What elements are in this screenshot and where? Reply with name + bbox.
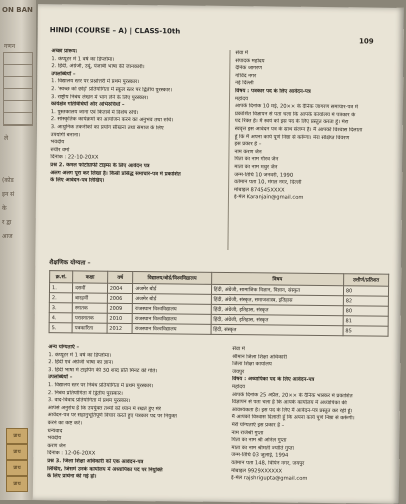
text-line: उपयोगी बनाना। <box>50 131 81 138</box>
left-tab: प्राथ <box>6 476 28 492</box>
text-line: जन्म-तिथि 10 जनवरी, 1990 <box>234 171 294 179</box>
table-row <box>49 323 388 337</box>
text-line: मोबाइल 874545XXXX <box>234 186 285 194</box>
text-line: 2. हिंदी एवं अंग्रेजी भाषा का ज्ञान। <box>48 359 114 366</box>
text-line: आवश्यकता है। इस पद के लिए मैं आवेदन-पत्र प्रस्तुत कर रही हूँ। <box>231 406 353 415</box>
text-line: अलग अलग पूरा कर लिखा है। किसी प्रसिद्ध समाचार-पत्र में प्रकाशित <box>50 169 181 178</box>
text-line: कार्यक्षेत्र गतिविधियाँ और अभिरुचियाँ – <box>50 101 125 109</box>
left-fragment: र द्वा <box>2 219 12 226</box>
book-page <box>33 4 404 504</box>
table-cell: अजमेर बोर्ड <box>133 294 211 305</box>
text-line: संपादक महोदय <box>235 57 265 64</box>
text-line: मेरी योग्यताएँ इस प्रकार हैं – <box>231 421 285 429</box>
text-line: स्ववृत्त इस आवेदन पत्र के साथ संलग्न है। मैं आपको विश्वास दिलाता <box>234 126 363 134</box>
text-line: माता का नाम मधुर जैन <box>234 163 278 171</box>
table-header-cell: क्र.सं. <box>50 271 73 283</box>
left-page <box>0 0 36 500</box>
text-line: दिनांक : 22-10-20XX <box>50 154 99 161</box>
left-fragment: आज <box>2 233 13 240</box>
text-line: पिता का नाम श्री अनिल गुप्ता <box>231 437 287 444</box>
table-header-cell: वर्ष <box>107 271 133 283</box>
text-line: 1. कंप्यूटर में 1 वर्ष का डिप्लोमा। <box>48 351 112 359</box>
left-tab: प्राथ <box>6 428 28 444</box>
table-cell: 2012 <box>107 323 133 333</box>
left-fragment: के <box>2 205 7 212</box>
text-line: दिनांक : 12-06-20XX <box>47 450 96 457</box>
text-line: ई-मेल Karanjain@gmail.com <box>233 194 304 202</box>
table-cell: 5. <box>49 323 72 333</box>
text-line: प्रकाशित विज्ञापन से पता चला कि आपके कार्यालय में पत्रकार के <box>234 110 356 119</box>
text-line: 2. निबंध प्रतियोगिता में द्वितीय पुरस्कार। <box>47 389 123 397</box>
text-line: 2. सांस्कृतिक कार्यक्रमों का आयोजन करने का अनुभव तथा रुचि। <box>50 116 174 124</box>
table-cell: 2006 <box>107 293 133 303</box>
left-fragment: ON BAN <box>2 6 33 14</box>
text-line: 1. विद्यालय स्तर पर निबंध प्रतियोगिता में प्रथम पुरस्कार। <box>47 382 154 390</box>
table-cell: स्नातक <box>72 303 107 313</box>
text-line: जयपुर <box>232 368 245 375</box>
table-cell: 1. <box>49 283 72 293</box>
text-line: जिला शिक्षा कार्यालय <box>232 361 272 368</box>
table-cell: हिंदी, संस्कृत <box>211 324 343 335</box>
text-line: प्रश्न 2. कमल फोटोग्राफी टाइम्स के लिए आवेदन पत्र <box>50 162 150 170</box>
text-line: सेवा में <box>232 346 245 353</box>
bottom-right-column <box>231 346 392 484</box>
text-line: रुचीर वर्मा <box>50 146 70 154</box>
text-line: श्रीमान जिला शिक्षा अधिकारी <box>232 353 287 361</box>
letter-right-column <box>234 50 396 204</box>
table-cell: अजमेर बोर्ड <box>133 284 211 295</box>
text-line: 2. हिंदी, अंग्रेजी, उर्दू, पंजाबी भाषा की जानकारी। <box>51 63 145 71</box>
text-line: सेवा में <box>235 50 249 57</box>
table-cell: 85 <box>343 326 388 336</box>
text-line: विज्ञापन से पता चला है कि आपके कार्यालय में अध्यापिका की <box>231 399 347 407</box>
text-line: दैनिक जागरण <box>235 65 262 72</box>
text-line: पिता का नाम गौरव जैन <box>234 156 279 163</box>
table-cell: 80 <box>343 286 388 296</box>
text-line: उपलब्धियाँ – <box>51 70 76 78</box>
left-fragment: (कोड <box>2 177 14 184</box>
text-line: विषय : पत्रकार पद के लिए आवेदन-पत्र <box>235 88 311 95</box>
text-line: मोबाइल 9929XXXXXX <box>231 467 283 475</box>
bottom-left-column <box>47 344 220 482</box>
table-cell: राजस्थान विश्वविद्यालय <box>133 304 211 315</box>
text-line: नई दिल्ली <box>235 80 254 87</box>
text-line: के लिए प्रार्थना की गई हो। <box>47 473 97 480</box>
text-line: उपलब्धियाँ – <box>48 374 73 381</box>
left-tab: प्राथ <box>6 460 28 476</box>
text-line: हूँ कि मैं अपना कार्य पूर्ण निष्ठा से करूँगा। मेरा संक्षिप्त विवरण <box>234 133 350 141</box>
text-line: 3. राष्ट्रीय निबंध लेखन में भाग लेने के लिए पुरस्कार। <box>50 93 149 101</box>
table-cell: पत्रकारिता <box>72 323 107 333</box>
text-line: महोदय <box>234 95 249 102</box>
table-cell: 82 <box>343 296 388 306</box>
table-header-cell: विषय <box>211 272 343 285</box>
text-line: महोदय <box>231 384 245 391</box>
left-fragment: इन सं <box>2 191 15 198</box>
text-line: 3. हिंदी भाषा में टाइपिंग की 30 शब्द प्रति मिनट की गति। <box>48 366 158 375</box>
text-line: के लिए आवेदन-पत्र लिखिए। <box>50 177 105 184</box>
text-line: अच्छा प्रारूप: <box>51 48 78 55</box>
left-page-table <box>3 52 33 126</box>
text-line: जन्म-तिथि 03 जुलाई, 1994 <box>231 452 289 459</box>
text-line: आपके दिनांक 10 मई, 20×× के दैनिक जागरण समाचार-पत्र में <box>234 103 358 111</box>
text-line: नाम राजेश्री गुप्ता <box>231 429 264 436</box>
table-cell: हिंदी, अंग्रेजी, सामाजिक विज्ञान, विज्ञान, संस्कृत <box>211 284 343 295</box>
left-tab: प्राथ <box>6 444 28 460</box>
text-line: 3. आधुनिक तकनीकों का प्रयोग सीखना तथा समाज के लिए <box>50 124 164 132</box>
text-line: ई-मेल rajshrigupta@gmail.com <box>231 475 308 482</box>
text-line: माता का नाम श्रीमती ज्योति गुप्ता <box>231 444 294 452</box>
table-cell: 2004 <box>107 283 133 293</box>
text-line: अन्य योग्यताएँ – <box>48 344 80 351</box>
text-line: 1. पुस्तकालय जाना एवं किताबें में विशेष रुचि। <box>50 108 139 116</box>
page-header: HINDI (COURSE – A) | CLASS-10th <box>49 26 181 36</box>
letter-left-column <box>50 48 223 186</box>
text-line: वर्तमान पता 10, मंगल नगर, दिल्ली <box>234 179 302 186</box>
left-fragment: गणन <box>4 43 16 50</box>
text-line: करने का कष्ट करें। <box>47 420 83 427</box>
text-line: विषय : अध्यापिका पद के लिए आवेदन-पत्र <box>232 376 315 384</box>
table-caption: शैक्षणिक योग्यता – <box>49 259 91 267</box>
text-line: 1. विद्यालय स्तर पर प्रश्नोत्तरी में प्रथम पुरस्कार। <box>51 78 140 86</box>
left-fragment: ले <box>4 135 9 142</box>
table-header-cell: कक्षा <box>73 271 108 283</box>
text-line: भवदीय <box>47 435 62 442</box>
table-cell: राजस्थान विश्वविद्यालय <box>132 324 210 335</box>
text-line: 2. 'स्वच्छ को छोड़े' प्रतियोगिता में स्कूल स्तर पर द्वितीय पुरस्कार। <box>51 86 173 94</box>
table-cell: 80 <box>343 306 388 316</box>
table-header-cell: विद्यालय/बोर्ड/विश्वविद्यालय <box>133 272 211 285</box>
table-header-cell: उत्तीर्ण/प्रतिशत <box>343 274 388 286</box>
text-line: आपके दिनांक 25 अप्रैल, 20×× के दैनिक भास्कर में प्रकाशित <box>231 391 353 399</box>
text-line: भवदीय <box>50 139 65 146</box>
table-cell: 2009 <box>107 303 133 313</box>
table-cell: हिंदी, अंग्रेजी, इतिहास, संस्कृत <box>211 314 343 325</box>
table-cell: बारहवीं <box>73 293 108 303</box>
table-cell: हिंदी, अंग्रेजी, संस्कृत, समाजशास्त्र, इतिहास <box>211 294 343 305</box>
text-line: वर्तमान पता 148, विपिन नगर, जयपुर <box>231 459 305 467</box>
table-cell: 2010 <box>107 313 133 323</box>
table-cell: राजस्थान विश्वविद्यालय <box>133 314 211 325</box>
table-cell: 81 <box>343 316 388 326</box>
text-line: लिखिए, जिसमें उनके कार्यालय में अध्यापिका पद पर नियुक्ति <box>47 465 163 473</box>
text-line: नाम करण जैन <box>234 148 262 156</box>
table-cell: 3. <box>49 303 72 313</box>
table-cell: हिंदी, अंग्रेजी, इतिहास, संस्कृत <box>211 304 343 315</box>
table-cell: दसवीं <box>73 283 108 293</box>
text-line: धन्यवाद <box>47 427 63 434</box>
text-line: गोविंद नगर <box>235 72 257 80</box>
column-divider <box>227 50 230 250</box>
text-line: आवेदन-पत्र पर सहानुभूतिपूर्ण विचार करते हुए पत्रकार पद पर नियुक्त <box>47 412 177 420</box>
qualification-table <box>49 270 390 337</box>
text-line: प्रश्न 3. जिला शिक्षा अधिकारी को एक आवेदन-पत्र <box>47 458 144 466</box>
table-cell: परास्नातक <box>72 313 107 323</box>
text-line: पद रिक्त हैं। मैं स्वयं को इस पद के लिए प्रस्तुत करता हूँ। मेरा <box>234 118 349 126</box>
text-line: मैं आपको विश्वास दिलाती हूँ कि अपना कार्य पूर्ण निष्ठा से करूँगी। <box>231 414 355 422</box>
text-line: 3. वाद-विवाद प्रतियोगिता में प्रथम पुरस्कार। <box>47 397 131 405</box>
page-number: 109 <box>358 37 374 46</box>
table-cell: 2. <box>49 293 72 303</box>
table-cell: 4. <box>49 313 72 323</box>
text-line: 1. कंप्यूटर में 1 वर्ष का डिप्लोमा। <box>51 55 115 63</box>
text-line: करण जैन <box>47 442 66 450</box>
text-line: आपसे अनुरोध है कि उपर्युक्त तथ्यों को ध्यान में रखते हुए मेरे <box>47 404 161 413</box>
text-line: इस प्रकार है – <box>234 141 262 148</box>
